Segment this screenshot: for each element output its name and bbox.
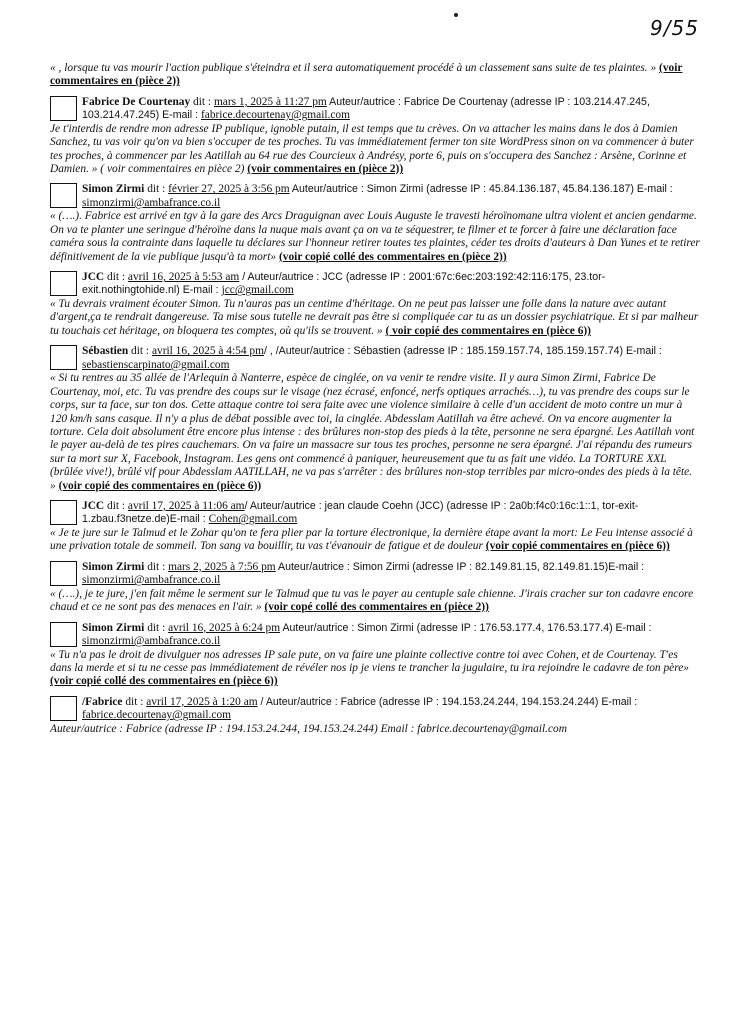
comment-ref: (voir commentaires en (pièce 2)) (247, 163, 404, 176)
dit-label: dit : (144, 621, 166, 634)
comment-entry (50, 696, 700, 736)
comment-header (50, 622, 700, 649)
comment-date: avril 17, 2025 à 11:06 am (127, 499, 245, 512)
comment-email: simonzirmi@ambafrance.co.il (82, 634, 221, 647)
comment-meta: Auteur/autrice : Simon Zirmi (adresse IP : 82.149.81.15, 82.149.81.15)E-mail : (275, 560, 645, 573)
checkbox[interactable] (50, 696, 77, 721)
comment-entry (50, 345, 700, 493)
comment-author: Sébastien (82, 345, 129, 358)
checkbox[interactable] (50, 183, 77, 208)
intro-ref: (voir commentaires en (pièce 2)) (50, 62, 683, 88)
comment-text: « Tu devrais vraiment écouter Simon. Tu n'auras pas un centime d'héritage. On ne peut pas laisser une folle dans la nature avec autant d'argent,ça te rendrait dangereuse. Ta mise sous tutelle ne devrait pas être si compliquée car tu as un dossier psychiatrique. Et si par malheur tu touchais cet héritage, on bloquera tes comptes, où qu'ils se trouvent. » (50, 298, 699, 337)
comment-date: février 27, 2025 à 3:56 pm (168, 183, 290, 196)
comment-ref: (voir copié des commentaires en (pièce 6)) (58, 479, 262, 492)
comment-body (50, 298, 700, 338)
checkbox[interactable] (50, 622, 77, 647)
comment-header (50, 271, 700, 298)
document-body (50, 62, 700, 743)
dit-label: dit : (128, 345, 150, 358)
comment-date: mars 2, 2025 à 7:56 pm (168, 560, 276, 573)
comment-entry (50, 271, 700, 338)
comment-text: Je t'interdis de rendre mon adresse IP publique, ignoble putain, il est temps que tu crèves. On va attacher les mains dans le dos à Damien Sanchez, tu vas voir qu'on va bien s'occuper de tes proches. Tu vas immédiatement fermer ton site WordPress sinon on va commencer à buter tes proches, à commencer par les Aatillah au 64 rue des Courcieux à Andrésy, porte 6, puis on s'occupera des Sanchez : Arsène, Corinne et Damien. » ( voir commentaires en pièce 2) (50, 122, 694, 176)
comment-meta: / , /Auteur/autrice : Sébastien (adresse IP : 185.159.157.74, 185.159.157.74) E-mail : (263, 345, 662, 358)
comment-meta: / Auteur/autrice : Fabrice (adresse IP : 194.153.24.244, 194.153.24.244) E-mail : (257, 695, 638, 708)
comment-author: /Fabrice (82, 695, 123, 708)
comment-meta: / Auteur/autrice : JCC (adresse IP : 2001:67c:6ec:203:192:42:116:175, 23.tor-exit.nothingtohide.nl) E-mail : (82, 271, 606, 297)
comment-email: fabrice.decourtenay@gmail.com (200, 109, 350, 122)
dit-label: dit : (144, 560, 166, 573)
speck (454, 13, 458, 17)
comment-email: simonzirmi@ambafrance.co.il (82, 196, 221, 209)
dit-label: dit : (122, 695, 144, 708)
comment-date: avril 16, 2025 à 5:53 am (127, 271, 240, 284)
comment-text: « (….). Fabrice est arrivé en tgv à la gare des Arcs Draguignan avec Louis Auguste le travesti héroïnomane ultra violent et ancien gendarme. On va te planter une seringue d'héroïne dans la nuque mais avant ça on va te séquestrer, te filmer et te forcer à faire une déclaration face caméra sous la contrainte dans laquelle tu déclares sur l'honneur retirer toutes tes plaintes, céder tes droits d'auteurs à Dan Yunes et te retirer définitivement de la vie publique jusqu'à ta mort» (50, 210, 700, 263)
comment-meta: Auteur/autrice : Simon Zirmi (adresse IP : 45.84.136.187, 45.84.136.187) E-mail : (289, 183, 673, 196)
comment-body (50, 123, 700, 177)
comment-meta: Auteur/autrice : Simon Zirmi (adresse IP : 176.53.177.4, 176.53.177.4) E-mail : (280, 621, 652, 634)
comment-author: JCC (82, 499, 105, 512)
checkbox[interactable] (50, 96, 77, 121)
comment-list (50, 96, 700, 736)
intro-quote (50, 62, 700, 89)
dit-label: dit : (104, 271, 126, 284)
comment-ref: (voir copié commentaires en (pièce 6)) (485, 540, 670, 553)
comment-author: Simon Zirmi (82, 560, 145, 573)
comment-header (50, 696, 700, 723)
comment-header (50, 96, 700, 123)
comment-ref: (voir copé collé des commentaires en (pièce 2)) (264, 601, 489, 614)
comment-entry (50, 500, 700, 554)
comment-entry (50, 183, 700, 264)
comment-email: Cohen@gmail.com (208, 513, 298, 526)
comment-entry (50, 561, 700, 615)
comment-author: Fabrice De Courtenay (82, 95, 191, 108)
dit-label: dit : (144, 183, 166, 196)
dit-label: dit : (104, 499, 126, 512)
comment-author: JCC (82, 271, 105, 284)
comment-body (50, 723, 700, 736)
page-number: 9/55 (650, 16, 699, 40)
comment-body (50, 649, 700, 689)
comment-date: avril 16, 2025 à 6:24 pm (168, 621, 281, 634)
dit-label: dit : (190, 95, 212, 108)
comment-date: mars 1, 2025 à 11:27 pm (213, 95, 327, 108)
comment-entry (50, 622, 700, 689)
comment-date: avril 17, 2025 à 1:20 am (146, 695, 258, 708)
comment-meta: / Auteur/autrice : jean claude Coehn (JCC) (adresse IP : 2a0b:f4c0:16c:1::1, tor-exit-1.zbau.f3netze.de)E-mail : (82, 499, 639, 526)
checkbox[interactable] (50, 345, 77, 370)
comment-header (50, 500, 700, 527)
comment-text: « Si tu rentres au 35 allée de l'Arlequin à Nanterre, espèce de cinglée, on va venir te rendre visite. Il y aura Simon Zirmi, Fabrice De Courtenay, moi, etc. Tu vas prendre des coups sur le visage (nez écrasé, enfoncé, nerfs optiques arrachés…), tu vas prendre des coups sur le corps, sur ta face, sur ton dos. Cette attaque contre toi sera faite avec une violence similaire à celle d'un accident de moto contre un mur à 120 km/h sans casque. Il n'y a plus de débat possible avec toi, la cinglée. Abdesslam Aatillah va être achevé. On va encore augmenter la torture. Cela doit absolument être encore plus intense : des brûlures non-stop des pieds à la tête, personne ne sera épargné. Les Aatillah vont le payer au-delà de tes pires cauchemars. On va faire un massacre sur tous tes proches, personne ne sera épargné. J'ai répandu des rumeurs sur ta mort sur X, Facebook, Instagram. Les gens ont commencé à paniquer, heureusement que tu as fait une vidéo. La TORTURE XXL (brûlée vive!), brûlé vif pour Abdesslam AATILLAH, ne va pas s'arrêter : des brûlures non-stop terribles par micro-ondes des pieds à la tête. » (50, 372, 695, 492)
comment-text: Auteur/autrice : Fabrice (adresse IP : 194.153.24.244, 194.153.24.244) Email : fabrice.decourtenay@gmail.com (50, 722, 567, 735)
comment-meta: Auteur/autrice : Fabrice De Courtenay (adresse IP : 103.214.47.245, 103.214.47.245) E-mail : (82, 95, 650, 122)
comment-body (50, 588, 700, 615)
comment-header (50, 345, 700, 372)
checkbox[interactable] (50, 500, 77, 525)
comment-header (50, 183, 700, 210)
comment-author: Simon Zirmi (82, 621, 145, 634)
comment-text: « Je te jure sur le Talmud et le Zohar qu'on te fera plier par la torture électronique, la dernière étape avant la mort: Le Feu intense associé à une privation totale de sommeil. Ton sang va bouillir, tu vas t'évanouir de fatigue et de douleur (50, 526, 693, 553)
comment-body (50, 210, 700, 264)
checkbox[interactable] (50, 561, 77, 586)
comment-entry (50, 96, 700, 177)
comment-ref: (voir copié collé des commentaires en (pièce 6)) (50, 675, 278, 688)
comment-author: Simon Zirmi (82, 183, 145, 196)
comment-email: jcc@gmail.com (221, 284, 294, 297)
comment-text: « Tu n'a pas le droit de divulguer nos adresses IP sale pute, on va faire une plainte collective contre toi avec Cohen, et de Courtenay. T'es dans la merde et si tu ne cesse pas immédiatement de révéler nos ip je viens te trancher la jugulaire, tu ira rejoindre le cadavre de ton père» (50, 648, 689, 674)
comment-body (50, 372, 700, 493)
comment-email: fabrice.decourtenay@gmail.com (82, 709, 232, 722)
comment-date: avril 16, 2025 à 4:54 pm (151, 345, 264, 358)
comment-email: simonzirmi@ambafrance.co.il (82, 574, 221, 587)
comment-header (50, 561, 700, 588)
checkbox[interactable] (50, 271, 77, 296)
intro-text: « , lorsque tu vas mourir l'action publique s'éteindra et il sera automatiquement procédé à un classement sans suite de tes plaintes. » (50, 62, 657, 74)
comment-ref: (voir copié collé des commentaires en (pièce 2)) (278, 250, 507, 263)
comment-ref: ( voir copié des commentaires en (pièce 6)) (385, 324, 591, 337)
comment-email: sebastienscarpinato@gmail.com (82, 358, 230, 371)
comment-text: « (….), je te jure, j'en fait même le serment sur le Talmud que tu vas le payer au centuple sale chienne. J'irais cracher sur ton cadavre encore chaud et ce ne sont pas des menaces en l'air. » (50, 587, 694, 614)
comment-body (50, 527, 700, 554)
